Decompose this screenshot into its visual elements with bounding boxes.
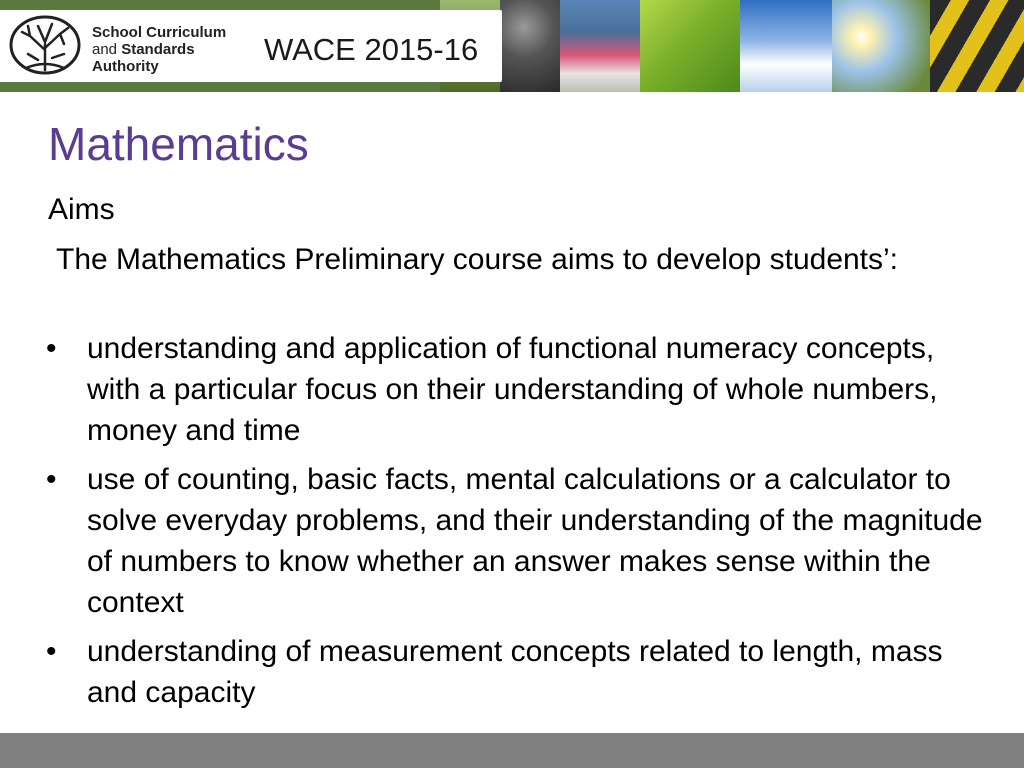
slide-title: Mathematics xyxy=(48,118,309,170)
aims-bullet-list xyxy=(44,328,994,721)
slide-subheading: Aims xyxy=(48,193,115,226)
list-item xyxy=(44,328,994,451)
banner-photo-road-stripes xyxy=(930,0,1024,92)
bullet-icon: • xyxy=(46,332,57,365)
bullet-text: understanding of measurement concepts related to length, mass and capacity xyxy=(87,635,943,709)
list-item xyxy=(44,631,994,713)
banner-title: WACE 2015-16 xyxy=(264,32,479,67)
intro-paragraph: The Mathematics Preliminary course aims to develop students’: xyxy=(56,243,899,276)
banner-photo-leaf xyxy=(640,0,740,92)
header-banner xyxy=(0,0,1024,92)
tree-logo-icon xyxy=(8,14,82,76)
banner-photo-sky xyxy=(740,0,832,92)
org-name-line-3: Authority xyxy=(92,58,159,75)
org-name-line-2-prefix: and xyxy=(92,41,122,58)
org-name-line-2-bold: Standards xyxy=(121,41,195,58)
bullet-icon: • xyxy=(46,463,57,496)
banner-photo-sunrise xyxy=(832,0,930,92)
bullet-text: use of counting, basic facts, mental calculations or a calculator to solve everyday problems, and their understanding of the magnitude of numbers to know whether an answer makes sense within the context xyxy=(87,463,983,619)
org-name-line-2 xyxy=(92,41,252,58)
bullet-icon: • xyxy=(46,635,57,668)
bullet-text: understanding and application of functional numeracy concepts, with a particular focus on their understanding of whole numbers, money and time xyxy=(87,332,938,447)
banner-photo-vinyl xyxy=(500,0,560,92)
org-name-line-1: School Curriculum xyxy=(92,24,227,41)
banner-photo-sneakers xyxy=(560,0,640,92)
organisation-name xyxy=(92,24,252,75)
footer-bar xyxy=(0,733,1024,768)
list-item xyxy=(44,459,994,623)
logo-panel xyxy=(0,10,502,82)
